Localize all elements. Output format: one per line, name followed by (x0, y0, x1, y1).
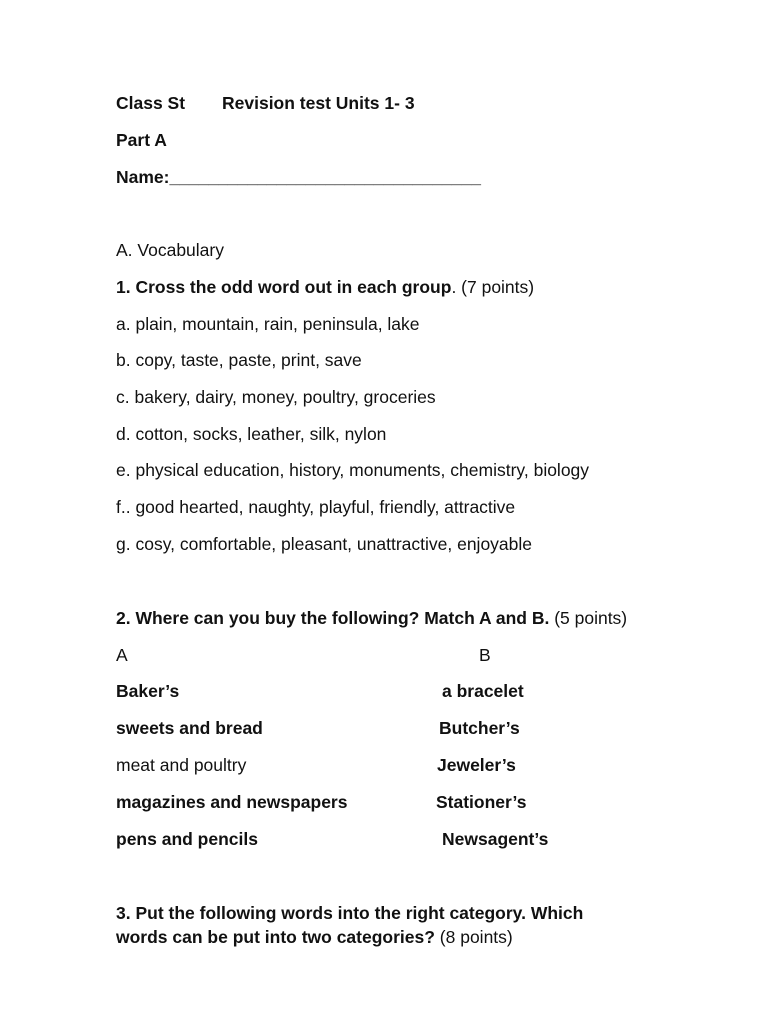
match-item-b: a bracelet (442, 681, 524, 701)
header-row (116, 92, 185, 114)
q2-prompt: 2. Where can you buy the following? Match A and B. (116, 608, 550, 628)
q1-item: d. cotton, socks, leather, silk, nylon (116, 424, 387, 444)
q1-item: c. bakery, dairy, money, poultry, groceries (116, 387, 436, 407)
column-a-header: A (116, 645, 128, 665)
match-item-a: magazines and newspapers (116, 792, 348, 812)
q1-item: b. copy, taste, paste, print, save (116, 350, 362, 370)
q1-item: a. plain, mountain, rain, peninsula, lake (116, 314, 420, 334)
q2-points: (5 points) (549, 608, 628, 628)
column-b-header: B (479, 645, 491, 665)
q1-prompt-row (116, 276, 534, 298)
name-line: Name:________________________________ (116, 167, 481, 187)
part-label: Part A (116, 130, 167, 150)
match-item-a: meat and poultry (116, 755, 247, 775)
q3-prompt-line1: 3. Put the following words into the right category. Which (116, 903, 584, 923)
class-label: Class St (116, 93, 186, 113)
q1-prompt: 1. Cross the odd word out in each group (116, 277, 452, 297)
match-item-a: Baker’s (116, 681, 180, 701)
match-item-b: Stationer’s (436, 792, 527, 812)
test-title: Revision test Units 1- 3 (222, 93, 415, 113)
section-heading-vocabulary: A. Vocabulary (116, 240, 224, 260)
match-item-b: Butcher’s (439, 718, 520, 738)
q2-prompt-row (116, 607, 627, 629)
q1-item: e. physical education, history, monuments, chemistry, biology (116, 460, 590, 480)
match-item-b: Newsagent’s (442, 829, 549, 849)
match-item-a: sweets and bread (116, 718, 263, 738)
q3-prompt-row2 (116, 926, 513, 948)
match-item-b: Jeweler’s (437, 755, 516, 775)
q1-item: f.. good hearted, naughty, playful, friendly, attractive (116, 497, 516, 517)
match-item-a: pens and pencils (116, 829, 258, 849)
q3-points: (8 points) (434, 927, 513, 947)
q1-points: . (7 points) (451, 277, 535, 297)
q1-item: g. cosy, comfortable, pleasant, unattractive, enjoyable (116, 534, 533, 554)
q3-prompt-line2: words can be put into two categories? (116, 927, 435, 947)
